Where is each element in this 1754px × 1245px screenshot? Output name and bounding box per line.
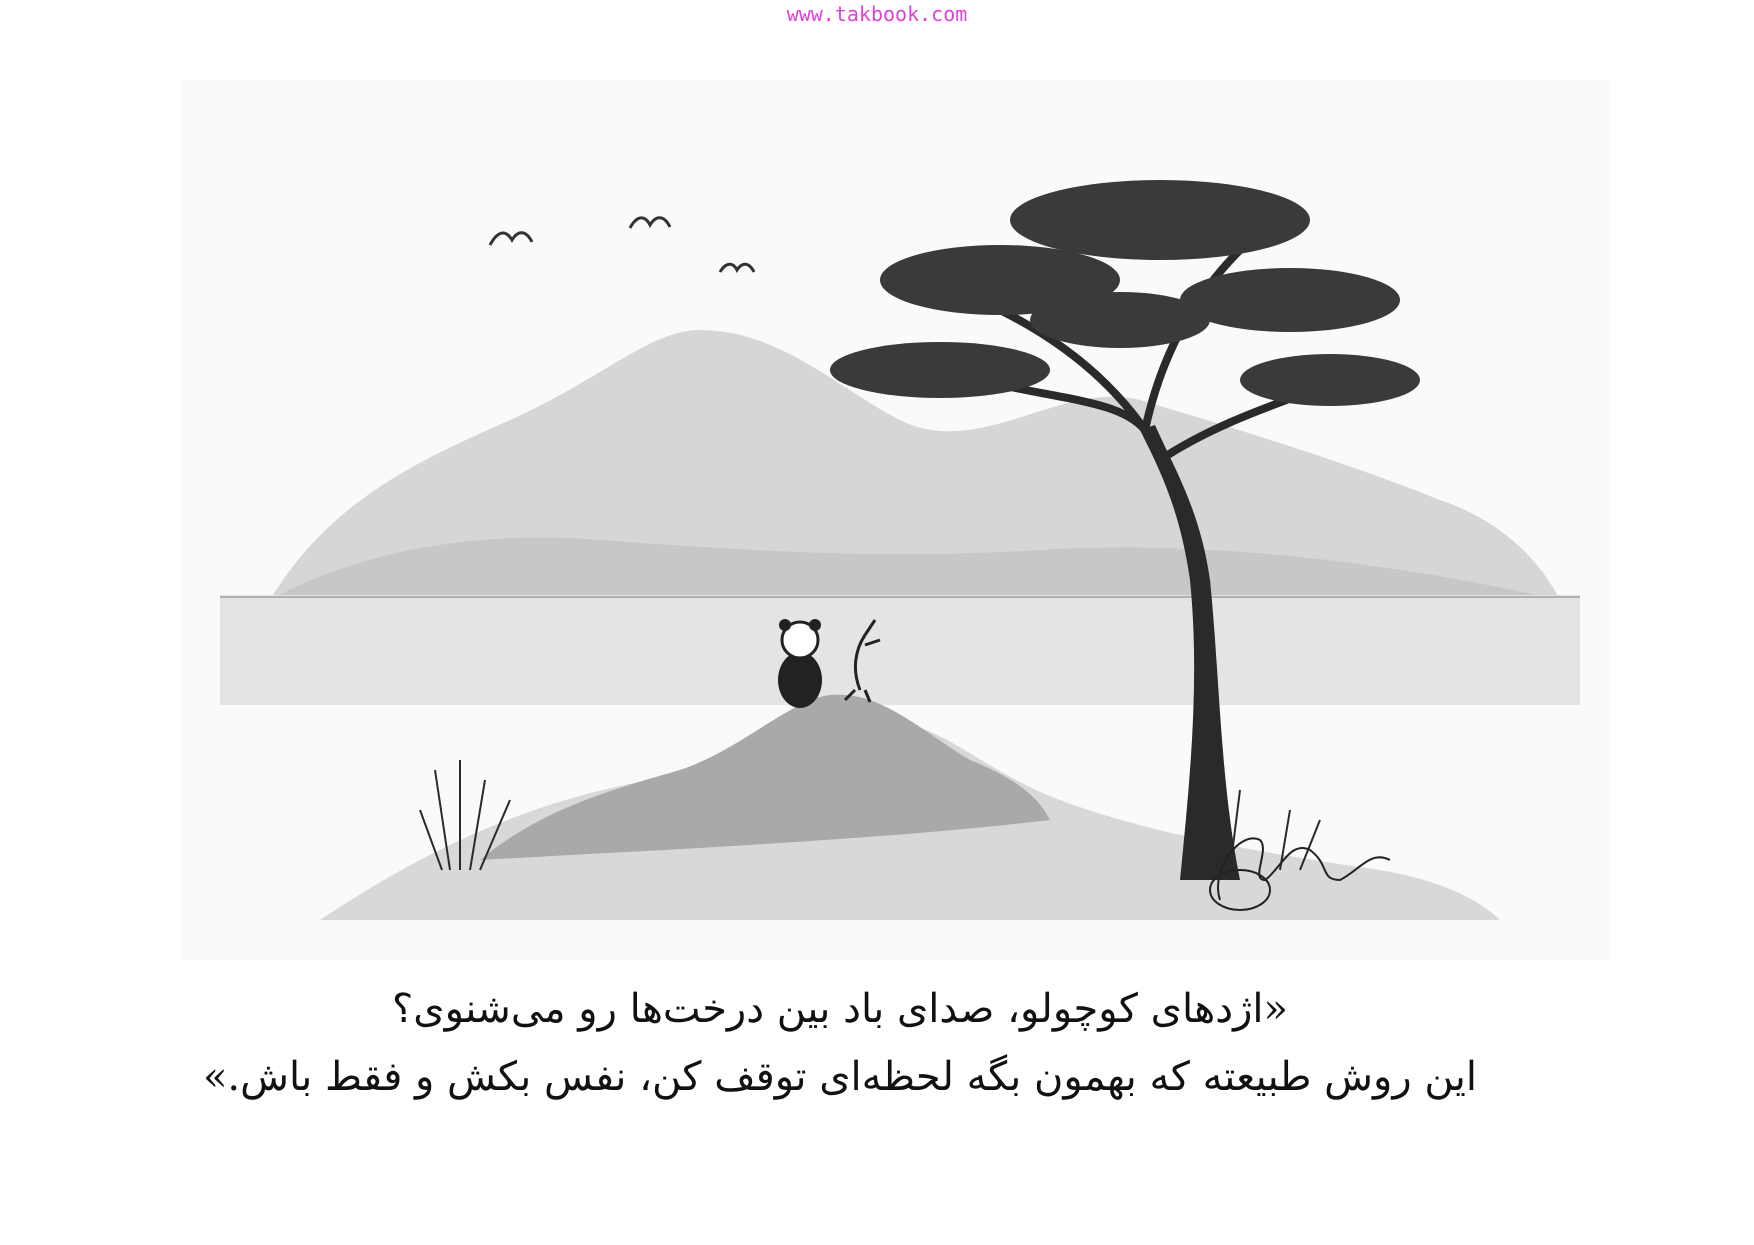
panda [778,619,822,708]
lake [220,595,1580,705]
caption [150,975,1530,1111]
caption-line-2: این روش طبیعته که بهمون بگه لحظه‌ای توقف کن، نفس بکش و فقط باش.» [202,1054,1478,1100]
ink-illustration [180,80,1610,960]
caption-line-1: «اژدهای کوچولو، صدای باد بین درخت‌ها رو می‌شنوی؟ [392,986,1288,1032]
watermark-link[interactable]: www.takbook.com [786,2,968,26]
